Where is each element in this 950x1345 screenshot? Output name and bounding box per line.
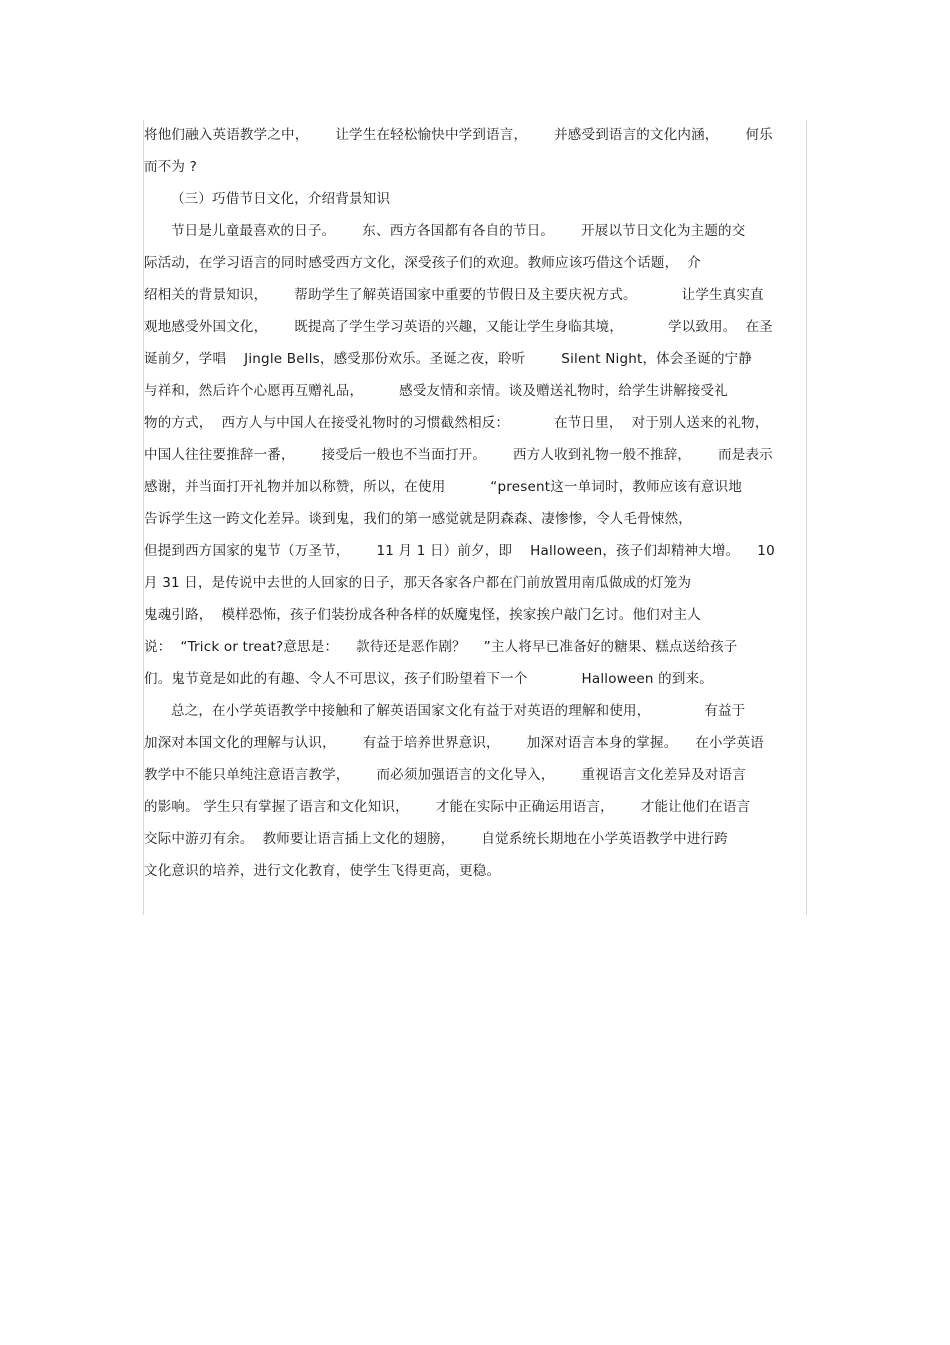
text-line: 交际中游刃有余。 教师要让语言插上文化的翅膀， 自觉系统长期地在小学英语教学中进行跨 [144,831,728,847]
text-line: 而不为 ? [144,159,197,175]
text-line: 总之，在小学英语教学中接触和了解英语国家文化有益于对英语的理解和使用， 有益于 [144,703,746,719]
text-line: 物的方式， 西方人与中国人在接受礼物时的习惯截然相反： 在节日里， 对于别人送来的礼物， [144,415,769,431]
text-line: 节日是儿童最喜欢的日子。 东、西方各国都有各自的节日。 开展以节日文化为主题的交 [144,223,746,239]
text-line: 感谢，并当面打开礼物并加以称赞，所以，在使用 “present这一单词时，教师应该有意识地 [144,479,743,495]
text-line: 但提到西方国家的鬼节（万圣节， 11 月 1 日）前夕，即 Halloween，孩子们却精神大增。 10 [144,543,775,559]
text-line: 告诉学生这一跨文化差异。谈到鬼，我们的第一感觉就是阴森森、凄惨惨，令人毛骨悚然， [144,511,692,527]
page-frame-right-border [806,120,807,915]
text-line: 际活动，在学习语言的同时感受西方文化，深受孩子们的欢迎。教师应该巧借这个话题， 介 [144,255,701,271]
text-line: 文化意识的培养，进行文化教育，使学生飞得更高，更稳。 [144,863,501,879]
text-line: 中国人往往要推辞一番， 接受后一般也不当面打开。 西方人收到礼物一般不推辞， 而是表示 [144,447,773,463]
text-line: 与祥和，然后许个心愿再互赠礼品， 感受友情和亲情。谈及赠送礼物时，给学生讲解接受礼 [144,383,728,399]
text-line: 月 31 日，是传说中去世的人回家的日子，那天各家各户都在门前放置用南瓜做成的灯笼为 [144,575,692,591]
text-line: 们。鬼节竟是如此的有趣、令人不可思议，孩子们盼望着下一个 Halloween 的到来。 [144,671,713,687]
text-line: 教学中不能只单纯注意语言教学， 而必须加强语言的文化导入， 重视语言文化差异及对语言 [144,767,746,783]
text-line: 诞前夕，学唱 Jingle Bells，感受那份欢乐。圣诞之夜，聆听 Silent Night，体会圣诞的宁静 [144,351,753,367]
text-line: 将他们融入英语教学之中， 让学生在轻松愉快中学到语言， 并感受到语言的文化内涵， 何乐 [144,127,773,143]
text-line: 鬼魂引路， 模样恐怖，孩子们装扮成各种各样的妖魔鬼怪，挨家挨户敲门乞讨。他们对主人 [144,607,701,623]
text-line: 的影响。 学生只有掌握了语言和文化知识， 才能在实际中正确运用语言， 才能让他们在语言 [144,799,751,815]
section-heading: （三）巧借节日文化，介绍背景知识 [144,191,391,207]
text-line: 说： “Trick or treat?意思是： 款待还是恶作剧？ ”主人将早已准备好的糖果、糕点送给孩子 [144,639,738,655]
text-line: 加深对本国文化的理解与认识， 有益于培养世界意识， 加深对语言本身的掌握。 在小学英语 [144,735,764,751]
text-line: 观地感受外国文化， 既提高了学生学习英语的兴趣，又能让学生身临其境， 学以致用。 在圣 [144,319,773,335]
text-line: 绍相关的背景知识， 帮助学生了解英语国家中重要的节假日及主要庆祝方式。 让学生真实直 [144,287,764,303]
